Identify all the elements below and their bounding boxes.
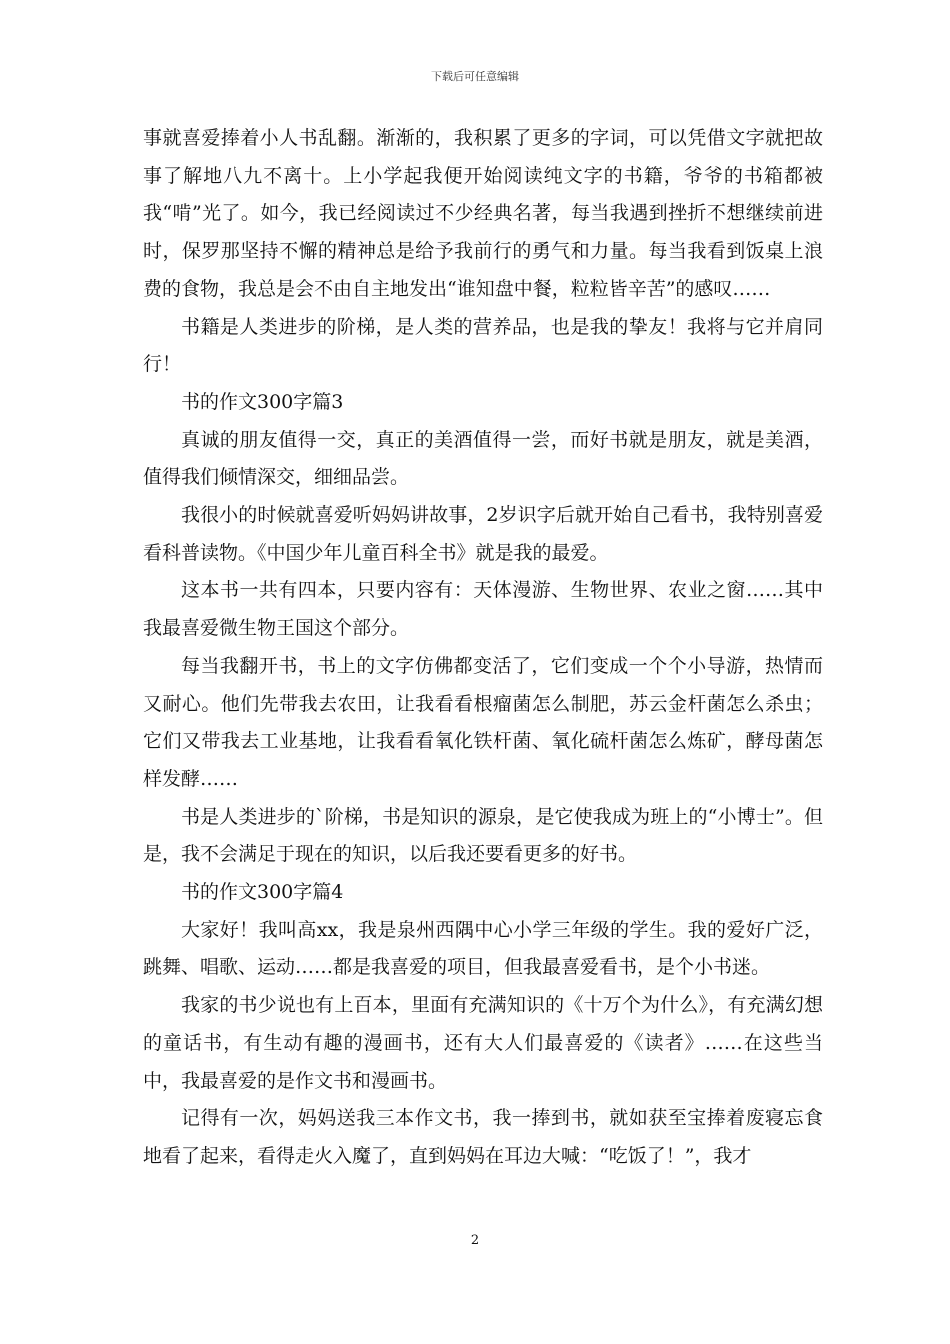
document-body bbox=[143, 120, 823, 1176]
paragraph: 我很小的时候就喜爱听妈妈讲故事，2岁识字后就开始自己看书，我特别喜爱看科普读物。《中国少年儿童百科全书》就是我的最爱。 bbox=[143, 504, 823, 564]
paragraph: 书是人类进步的`阶梯，书是知识的源泉，是它使我成为班上的“小博士”。但是，我不会满足于现在的知识，以后我还要看更多的好书。 bbox=[143, 805, 823, 866]
page-header: 下载后可任意编辑 bbox=[431, 70, 519, 83]
paragraph: 我家的书少说也有上百本，里面有充满知识的《十万个为什么》，有充满幻想的童话书，有生动有趣的漫画书，还有大人们最喜爱的《读者》……在这些当中，我最喜爱的是作文书和漫画书。 bbox=[143, 994, 823, 1092]
paragraph: 大家好！我叫高xx，我是泉州西隅中心小学三年级的学生。我的爱好广泛，跳舞、唱歌、运动……都是我喜爱的项目，但我最喜爱看书，是个小书迷。 bbox=[143, 918, 823, 979]
paragraph: 每当我翻开书，书上的文字仿佛都变活了，它们变成一个个小导游，热情而又耐心。他们先带我去农田，让我看看根瘤菌怎么制肥，苏云金杆菌怎么杀虫；它们又带我去工业基地，让我看看氧化铁杆菌、氧化硫杆菌怎么炼矿，酵母菌怎样发酵…… bbox=[143, 654, 823, 790]
paragraph: 这本书一共有四本，只要内容有：天体漫游、生物世界、农业之窗……其中我最喜爱微生物王国这个部分。 bbox=[143, 579, 823, 640]
section-heading: 书的作文300字篇3 bbox=[181, 390, 344, 413]
section-heading: 书的作文300字篇4 bbox=[181, 881, 344, 904]
paragraph: 记得有一次，妈妈送我三本作文书，我一捧到书，就如获至宝捧着废寝忘食地看了起来，看得走火入魔了，直到妈妈在耳边大喊：“吃饭了！”，我才 bbox=[143, 1107, 823, 1167]
paragraph: 事就喜爱捧着小人书乱翻。渐渐的，我积累了更多的字词，可以凭借文字就把故事了解地八九不离十。上小学起我便开始阅读纯文字的书籍，爷爷的书箱都被我“啃”光了。如今，我已经阅读过不少经典名著，每当我遇到挫折不想继续前进时，保罗那坚持不懈的精神总是给予我前行的勇气和力量。每当我看到饭桌上浪费的食物，我总是会不由自主地发出“谁知盘中餐，粒粒皆辛苦”的感叹…… bbox=[143, 127, 823, 300]
paragraph: 真诚的朋友值得一交，真正的美酒值得一尝，而好书就是朋友，就是美酒，值得我们倾情深交，细细品尝。 bbox=[143, 428, 823, 489]
paragraph: 书籍是人类进步的阶梯，是人类的营养品，也是我的挚友！我将与它并肩同行！ bbox=[143, 315, 823, 376]
page-number: 2 bbox=[470, 1233, 480, 1248]
